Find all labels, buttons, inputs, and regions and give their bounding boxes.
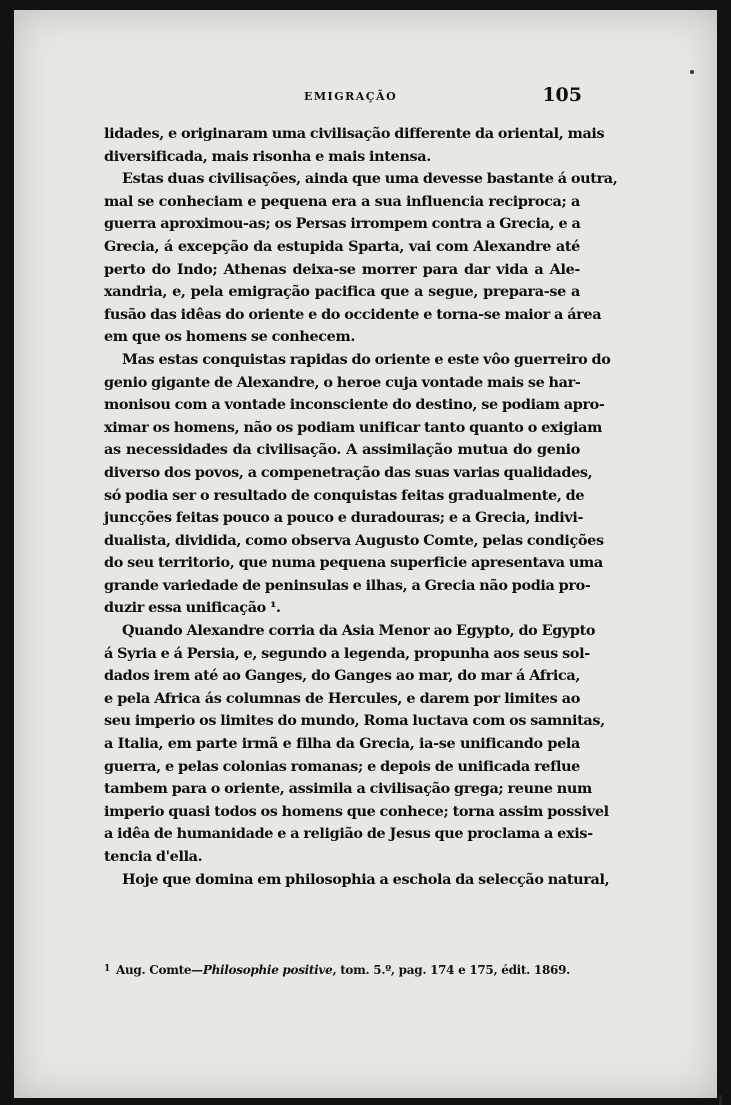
text-line: Quando Alexandre corria da Asia Menor ao Egypto, do Egypto: [122, 622, 596, 640]
footnote-marker: 1: [104, 964, 110, 974]
text-line: mal se conheciam e pequena era a sua influencia reciproca; a: [104, 192, 580, 210]
text-line: lidades, e originaram uma civilisação differente da oriental, mais: [104, 125, 605, 142]
text-line: genio gigante de Alexandre, o heroe cuja vontade mais se har-: [104, 373, 581, 391]
ink-speck: [719, 1095, 722, 1105]
text-line: a idêa de humanidade e a religião de Jesus que proclama a exis-: [104, 825, 593, 843]
text-line: á Syria e á Persia, e, segundo a legenda, propunha aos seus sol-: [104, 644, 590, 662]
text-line: Mas estas conquistas rapidas do oriente e este vôo guerreiro do: [122, 350, 611, 368]
footnote-author: Aug. Comte—: [115, 963, 203, 977]
text-line: dados irem até ao Ganges, do Ganges ao mar, do mar á Africa,: [104, 667, 580, 685]
text-line: fusão das idêas do oriente e do occidente e torna-se maior a área: [104, 305, 602, 323]
footnote: [104, 963, 580, 977]
text-line: seu imperio os limites do mundo, Roma luctava com os samnitas,: [104, 712, 605, 730]
text-line: grande variedade de peninsulas e ilhas, a Grecia não podia pro-: [104, 576, 591, 594]
text-line: guerra aproximou-as; os Persas irrompem contra a Grecia, e a: [104, 215, 581, 233]
text-line: guerra, e pelas colonias romanas; e depois de unificada reflue: [104, 757, 580, 775]
text-line: Hoje que domina em philosophia a eschola da selecção natural,: [122, 870, 610, 888]
text-line: juncções feitas pouco a pouco e duradouras; e a Grecia, indivi-: [104, 509, 584, 527]
text-line: monisou com a vontade inconsciente do destino, se podiam apro-: [104, 396, 605, 414]
text-line: e pela Africa ás columnas de Hercules, e darem por limites ao: [104, 689, 580, 707]
text-line: xandria, e, pela emigração pacifica que a segue, prepara-se a: [104, 283, 580, 301]
text-line: só podia ser o resultado de conquistas feitas gradualmente, de: [104, 486, 585, 504]
footnote-title: Philosophie positive: [202, 963, 333, 977]
text-line: tencia d'ella.: [104, 848, 203, 865]
text-line: tambem para o oriente, assimila a civilisação grega; reune num: [104, 780, 592, 798]
text-line: ximar os homens, não os podiam unificar tanto quanto o exigiam: [104, 418, 602, 436]
text-line: as necessidades da civilisação. A assimilação mutua do genio: [104, 441, 580, 459]
text-line: Estas duas civilisações, ainda que uma devesse bastante á outra,: [122, 170, 618, 188]
text-line: diverso dos povos, a compenetração das suas varias qualidades,: [104, 463, 593, 481]
running-title: EMIGRAÇÃO: [304, 90, 398, 103]
text-line: duzir essa unificação ¹.: [104, 599, 281, 617]
body-text: [104, 123, 618, 891]
text-line: diversificada, mais risonha e mais intensa.: [104, 147, 431, 165]
footnote-rest: , tom. 5.º, pag. 174 e 175, édit. 1869.: [332, 963, 570, 977]
text-line: perto do Indo; Athenas deixa-se morrer para dar vida a Ale-: [104, 260, 580, 278]
text-line: imperio quasi todos os homens que conhece; torna assim possivel: [104, 802, 609, 820]
ink-speck: [690, 70, 694, 74]
text-line: Grecia, á excepção da estupida Sparta, vai com Alexandre até: [104, 237, 580, 255]
text-line: do seu territorio, que numa pequena superficie apresentava uma: [104, 554, 603, 572]
text-line: a Italia, em parte irmã e filha da Grecia, ia-se unificando pela: [104, 735, 580, 753]
text-line: em que os homens se conhecem.: [104, 328, 356, 346]
page-number: 105: [542, 84, 582, 106]
page-header: [104, 84, 584, 110]
text-line: dualista, dividida, como observa Augusto Comte, pelas condições: [104, 531, 604, 549]
